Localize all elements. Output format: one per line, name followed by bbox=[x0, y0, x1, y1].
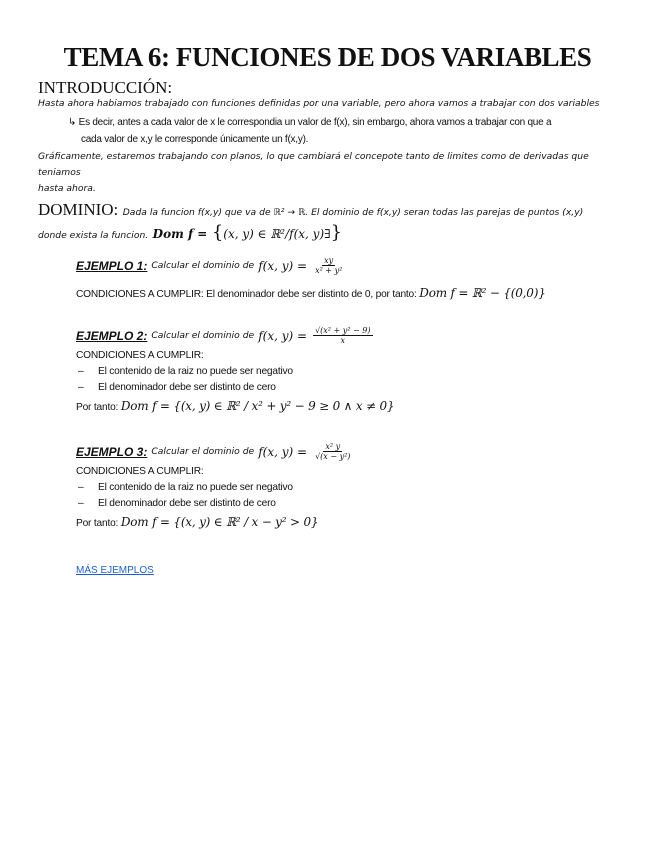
example-3-conclusion: Por tanto: Dom f = {(x, y) ∈ ℝ² / x − y² > 0} bbox=[76, 515, 319, 529]
graphic-line-1: Gráficamente, estaremos trabajando con planos, lo que cambiará el concepote tanto de limites como de derivadas que teniamos bbox=[38, 151, 589, 178]
dominio-text-b: donde exista la funcion. bbox=[38, 230, 149, 241]
example-2-result: Dom f = {(x, y) ∈ ℝ² / x² + y² − 9 ≥ 0 ∧ x ≠ 0} bbox=[120, 399, 395, 413]
dominio-formula-lhs: Dom f = bbox=[152, 227, 208, 241]
example-1-func: f(x, y) = bbox=[258, 258, 308, 273]
example-1-fraction: $\frac{xy}{\text{x² + y²}}$ bbox=[315, 256, 343, 275]
example-1-label: EJEMPLO 1: bbox=[76, 258, 148, 273]
example-2-conclusion: Por tanto: Dom f = {(x, y) ∈ ℝ² / x² + y² − 9 ≥ 0 ∧ x ≠ 0} bbox=[76, 399, 395, 413]
intro-heading: INTRODUCCIÓN: bbox=[38, 78, 173, 97]
list-item: – El contenido de la raiz no puede ser negativo bbox=[78, 366, 293, 377]
page-title: TEMA 6: FUNCIONES DE DOS VARIABLES bbox=[63, 42, 592, 72]
example-3-result: Dom f = {(x, y) ∈ ℝ² / x − y² > 0} bbox=[120, 515, 319, 529]
example-2-func: f(x, y) = bbox=[258, 328, 308, 343]
example-3-cond-title: CONDICIONES A CUMPLIR: bbox=[76, 466, 204, 477]
example-3-func: f(x, y) = bbox=[258, 444, 308, 459]
example-3-fraction: $\frac{\text{x² y}}{\text{√(x − y²)}}$ bbox=[315, 442, 351, 461]
example-3-text: Calcular el dominio de bbox=[151, 446, 255, 457]
example-1 bbox=[76, 256, 636, 303]
dominio-text-a: Dada la funcion f(x,y) que va de ℝ² → ℝ. El dominio de f(x,y) seran todas las parejas de puntos (x,y) bbox=[122, 207, 584, 218]
example-2-condition-list bbox=[76, 364, 636, 396]
arrow-line-1: Es decir, antes a cada valor de x le correspondia un valor de f(x), sin embargo, ahora vamos a trabajar con que a bbox=[78, 117, 552, 128]
intro-line: Hasta ahora habiamos trabajado con funciones definidas por una variable, pero ahora vamos a trabajar con dos variables bbox=[38, 98, 600, 109]
example-2-fraction: $\frac{\text{√(x² + y² − 9)}}{x}$ bbox=[315, 326, 371, 345]
return-arrow-icon: ↳ bbox=[68, 117, 79, 128]
example-2-text: Calcular el dominio de bbox=[151, 330, 255, 341]
list-item: – El denominador debe ser distinto de cero bbox=[78, 382, 276, 393]
example-2 bbox=[76, 326, 636, 416]
dominio-formula-set: (x, y) ∈ ℝ²/f(x, y)∃ bbox=[223, 227, 331, 241]
example-2-cond-title: CONDICIONES A CUMPLIR: bbox=[76, 350, 204, 361]
example-2-label: EJEMPLO 2: bbox=[76, 328, 148, 343]
dominio-section: DOMINIO: Dada la funcion f(x,y) que va de ℝ² → ℝ. El dominio de f(x,y) seran todas las parejas de puntos (x,y) donde exista la funcion. Dom f = {(x, y) ∈ ℝ²/f(x, y)∃} bbox=[38, 200, 584, 243]
example-1-text: Calcular el dominio de bbox=[151, 260, 255, 271]
example-3-condition-list bbox=[76, 480, 636, 512]
list-item: – El contenido de la raiz no puede ser negativo bbox=[78, 482, 293, 493]
example-1-result: Dom f = ℝ² − {(0,0)} bbox=[419, 286, 546, 300]
intro-arrow-note bbox=[68, 114, 608, 148]
list-item: – El denominador debe ser distinto de cero bbox=[78, 498, 276, 509]
dominio-heading: DOMINIO: bbox=[38, 200, 119, 219]
example-3 bbox=[76, 442, 636, 532]
example-1-conditions: CONDICIONES A CUMPLIR: El denominador debe ser distinto de 0, por tanto: Dom f = ℝ² − {(0,0)} bbox=[76, 286, 546, 300]
graphic-line-2: hasta ahora. bbox=[38, 183, 96, 194]
graphic-paragraph bbox=[38, 149, 618, 197]
arrow-line-2: cada valor de x,y le corresponde únicamente un f(x,y). bbox=[81, 134, 309, 145]
more-examples-link[interactable]: MÁS EJEMPLOS bbox=[76, 565, 154, 576]
example-3-label: EJEMPLO 3: bbox=[76, 444, 148, 459]
